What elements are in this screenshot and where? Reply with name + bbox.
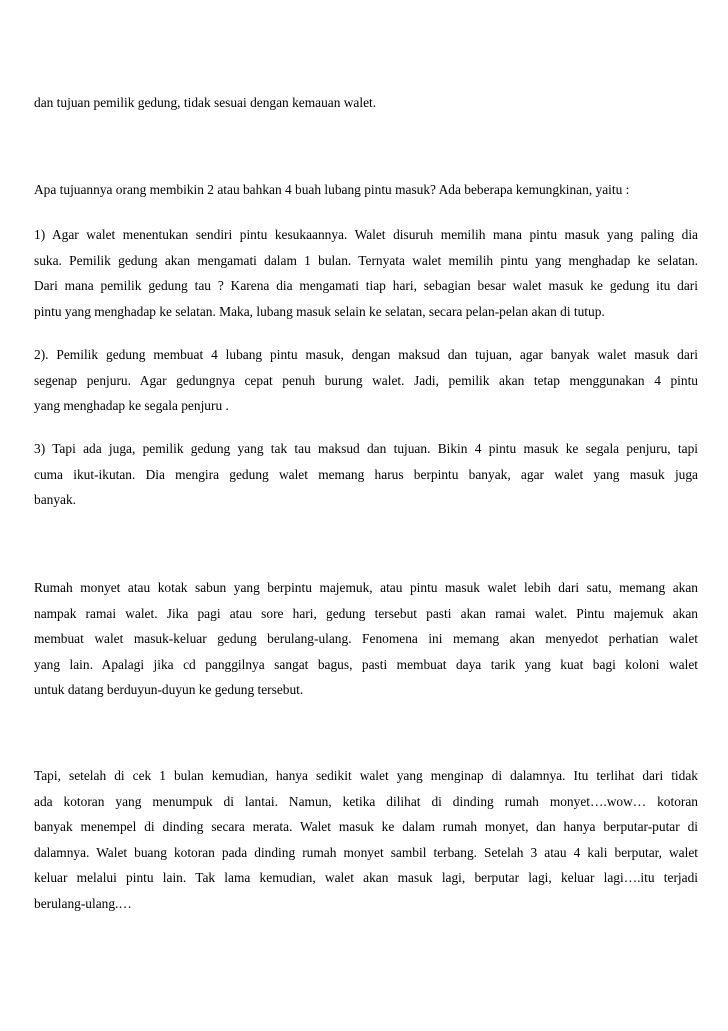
paragraph-point-3 bbox=[34, 436, 698, 513]
text-line: 2). Pemilik gedung membuat 4 lubang pintu masuk, dengan maksud dan tujuan, agar banyak walet masuk dari bbox=[34, 347, 698, 362]
paragraph-point-1 bbox=[34, 222, 698, 324]
text-line: suka. Pemilik gedung akan mengamati dalam 1 bulan. Ternyata walet memilih pintu yang menghadap ke selatan. bbox=[34, 252, 698, 268]
text-line: banyak menempel di dinding secara merata. Walet masuk ke dalam rumah monyet, dan hanya berputar-putar di bbox=[34, 819, 698, 834]
text-line: yang lain. Apalagi jika cd panggilnya sangat bagus, pasti membuat daya tarik yang kuat bagi koloni walet bbox=[34, 656, 698, 672]
text-line: Apa tujuannya orang membikin 2 atau bahkan 4 buah lubang pintu masuk? Ada beberapa kemungkinan, yaitu : bbox=[34, 182, 630, 197]
text-line: ada kotoran yang menumpuk di lantai. Namun, ketika dilihat di dinding rumah monyet….wow… kotoran bbox=[34, 793, 698, 809]
text-line: untuk datang berduyun-duyun ke gedung tersebut. bbox=[34, 682, 304, 697]
text-line: segenap penjuru. Agar gedungnya cepat penuh burung walet. Jadi, pemilik akan tetap menggunakan 4 pintu bbox=[34, 372, 698, 388]
paragraph-setelah-dicek bbox=[34, 763, 698, 916]
text-line: pintu yang menghadap ke selatan. Maka, lubang masuk selain ke selatan, secara pelan-pelan akan di tutup. bbox=[34, 303, 605, 319]
text-line: nampak ramai walet. Jika pagi atau sore hari, gedung tersebut pasti akan ramai walet. Pintu majemuk akan bbox=[34, 605, 698, 621]
text-line: 3) Tapi ada juga, pemilik gedung yang tak tau maksud dan tujuan. Bikin 4 pintu masuk ke segala penjuru, tapi bbox=[34, 441, 698, 456]
text-line: cuma ikut-ikutan. Dia mengira gedung walet memang harus berpintu banyak, agar walet yang masuk juga bbox=[34, 466, 698, 482]
text-line: Dari mana pemilik gedung tau ? Karena dia mengamati tiap hari, sebagian besar walet masuk ke gedung itu dari bbox=[34, 278, 698, 293]
text-line: berulang-ulang.… bbox=[34, 895, 132, 911]
text-line: Rumah monyet atau kotak sabun yang berpintu majemuk, atau pintu masuk walet lebih dari satu, memang akan bbox=[34, 580, 698, 595]
text-line: Tapi, setelah di cek 1 bulan kemudian, hanya sedikit walet yang menginap di dalamnya. Itu terlihat dari tidak bbox=[34, 768, 698, 783]
paragraph-question bbox=[34, 177, 698, 203]
paragraph-intro-fragment bbox=[34, 90, 698, 116]
text-line: membuat walet masuk-keluar gedung berulang-ulang. Fenomena ini memang akan menyedot perhatian walet bbox=[34, 631, 698, 646]
text-line: dan tujuan pemilik gedung, tidak sesuai dengan kemauan walet. bbox=[34, 95, 377, 110]
text-line: 1) Agar walet menentukan sendiri pintu kesukaannya. Walet disuruh memilih mana pintu masuk yang paling dia bbox=[34, 227, 698, 242]
text-line: banyak. bbox=[34, 492, 77, 507]
text-line: keluar melalui pintu lain. Tak lama kemudian, walet akan masuk lagi, berputar lagi, keluar lagi….itu terjadi bbox=[34, 870, 698, 885]
text-line: yang menghadap ke segala penjuru . bbox=[34, 398, 229, 413]
paragraph-point-2 bbox=[34, 342, 698, 419]
text-line: dalamnya. Walet buang kotoran pada dinding rumah monyet sambil terbang. Setelah 3 atau 4 kali berputar, walet bbox=[34, 844, 698, 860]
paragraph-rumah-monyet bbox=[34, 575, 698, 703]
